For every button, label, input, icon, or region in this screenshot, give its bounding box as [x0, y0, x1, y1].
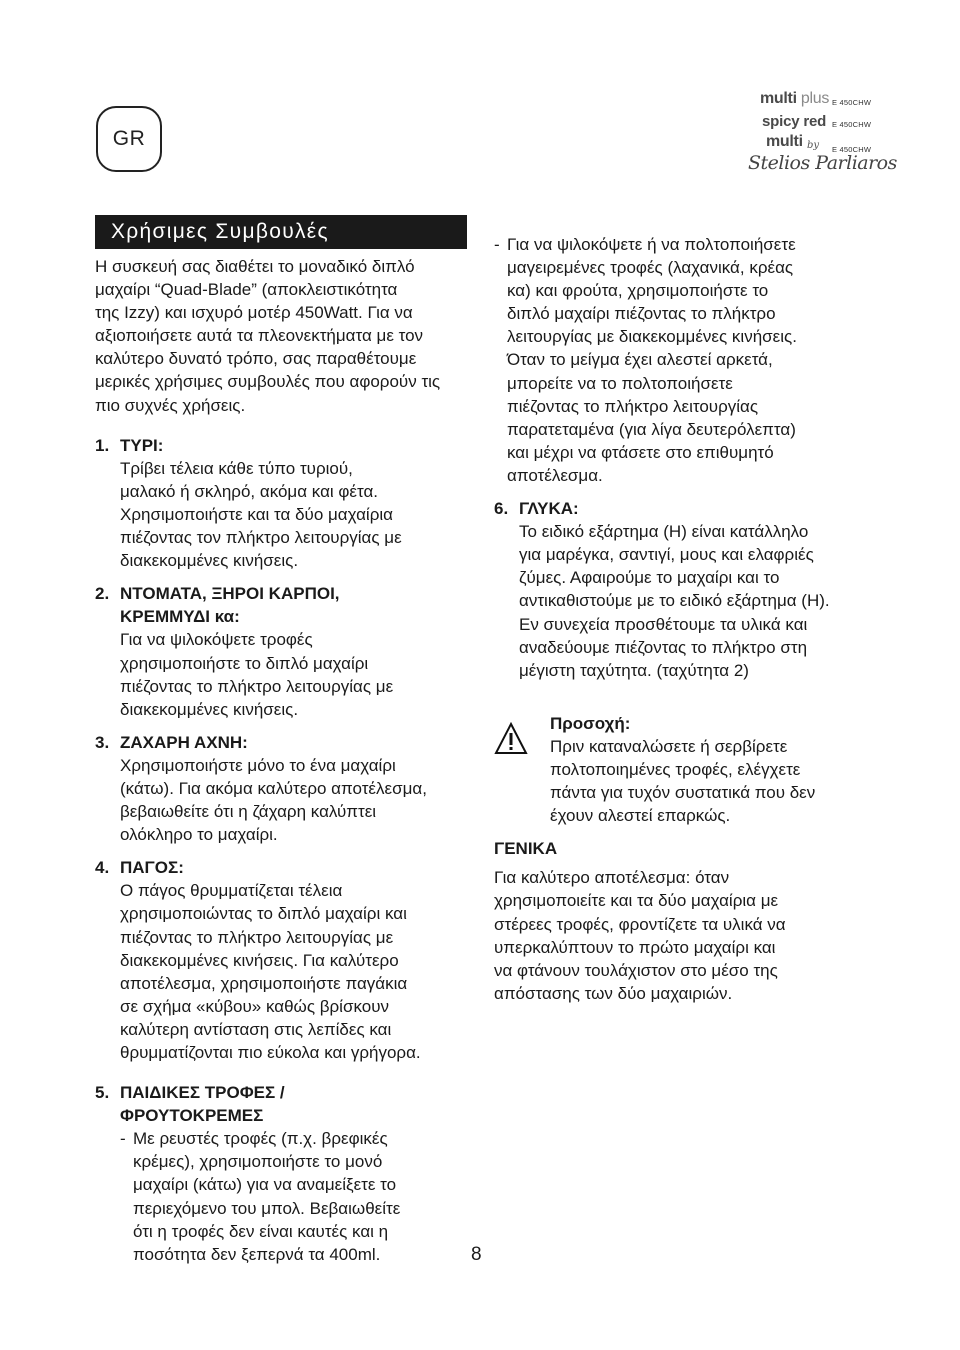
text-line: κρέμες), χρησιμοποιήστε το μονό — [133, 1152, 383, 1172]
brand-signature: Stelios Parliaros — [748, 152, 897, 174]
brand-by: by — [807, 140, 820, 151]
item-heading: ΝΤΟΜΑΤΑ, ΞΗΡΟΙ ΚΑΡΠΟΙ, — [120, 584, 340, 604]
text-line: της Izzy) και ισχυρό μοτέρ 450Watt. Για να — [95, 303, 413, 323]
text-line: αποτέλεσμα, χρησιμοποιήστε παγάκια — [120, 973, 408, 993]
right-column — [494, 233, 874, 1005]
text-line: αναδεύουμε πιέζοντας το πλήκτρο στη — [519, 637, 808, 657]
model-code: E 450CHW — [832, 145, 872, 154]
text-line: χρησιμοποιήστε το διπλό μαχαίρι — [120, 653, 369, 673]
text-line: Το ειδικό εξάρτημα (Η) είναι κατάλληλο — [519, 522, 809, 542]
text-line: πιέζοντας τον πλήκτρο λειτουργίας με — [120, 528, 402, 548]
attention-note — [494, 712, 874, 827]
text-line: Για καλύτερο αποτέλεσμα: όταν — [494, 868, 730, 888]
item-number: 6. — [494, 499, 509, 519]
text-line: πιέζοντας το πλήκτρο λειτουργίας με — [120, 927, 394, 947]
item-number: 5. — [95, 1083, 110, 1103]
text-line: Τρίβει τέλεια κάθε τύπο τυριού, — [120, 458, 353, 478]
tip-item-tomato — [95, 582, 475, 721]
item-heading: ΖΑΧΑΡΗ ΑΧΝΗ: — [120, 732, 248, 752]
tip-item-ice — [95, 856, 475, 1064]
text-line: πιέζοντας το πλήκτρο λειτουργίας με — [120, 676, 394, 696]
text-line: μαγειρεμένες τροφές (λαχανικά, κρέας — [507, 258, 794, 278]
item-heading: ΠΑΙΔΙΚΕΣ ΤΡΟΦΕΣ / — [120, 1083, 285, 1103]
text-line: Ο πάγος θρυμματίζεται τέλεια — [120, 881, 343, 901]
text-line: Χρησιμοποιήστε μόνο το ένα μαχαίρι — [120, 755, 396, 775]
model-code: E 450CHW — [832, 98, 872, 107]
text-line: αξιοποιήσετε αυτά τα πλεονεκτήματα με τον — [95, 326, 424, 346]
language-badge: GR — [96, 106, 162, 172]
text-line: Πριν καταναλώσετε ή σερβίρετε — [550, 736, 788, 756]
text-line: Όταν το μείγμα έχει αλεστεί αρκετά, — [507, 350, 773, 370]
general-section — [494, 837, 874, 1005]
item-number: 4. — [95, 858, 110, 878]
text-line: Με ρευστές τροφές (π.χ. βρεφικές — [133, 1129, 388, 1149]
text-line: μερικές χρήσιμες συμβουλές που αφορούν τις — [95, 372, 441, 392]
brand-multi: multi — [766, 133, 803, 150]
text-line: ολόκληρο το μαχαίρι. — [120, 825, 278, 845]
text-line: να φτάνουν τουλάχιστον στο μέσο της — [494, 960, 778, 980]
text-line: διπλό μαχαίρι πιέζοντας το πλήκτρο — [507, 304, 776, 324]
dash-bullet: - — [120, 1129, 126, 1149]
item-heading: ΦΡΟΥΤΟΚΡΕΜΕΣ — [120, 1106, 264, 1126]
text-line: Για να ψιλοκόψετε τροφές — [120, 630, 313, 650]
text-line: περιεχόμενο του μπολ. Βεβαιωθείτε — [133, 1198, 401, 1218]
text-line: βεβαιωθείτε ότι η ζάχαρη καλύπτει — [120, 802, 377, 822]
text-line: θρυμματίζονται πιο εύκολα και γρήγορα. — [120, 1043, 421, 1062]
dash-item — [494, 233, 874, 487]
text-line: μαχαίρι (κάτω) για να αναμείξετε το — [133, 1175, 397, 1195]
text-line: παρατεταμένα (για λίγα δευτερόλεπτα) — [507, 419, 796, 439]
text-line: και μέχρι να φτάσετε στο επιθυμητό — [507, 442, 774, 462]
text-line: για μαρέγκα, σαντιγί, μους και ελαφριές — [519, 545, 814, 565]
text-line: αποτέλεσμα. — [507, 465, 603, 485]
item-number: 1. — [95, 435, 110, 455]
item-number: 3. — [95, 732, 110, 752]
item-heading: ΚΡΕΜΜΥΔΙ κα: — [120, 607, 240, 627]
text-line: σε σχήμα «κύβου» καθώς βρίσκουν — [120, 996, 389, 1016]
text-line: κα) και φρούτα, χρησιμοποιήστε το — [507, 281, 769, 301]
attention-heading: Προσοχή: — [550, 713, 631, 733]
text-line: μπορείτε να το πολτοποιήσετε — [507, 373, 733, 393]
page-number: 8 — [471, 1244, 482, 1265]
text-line: ζύμες. Αφαιρούμε το μαχαίρι και το — [519, 568, 780, 588]
text-line: λειτουργίας με διακεκομμένες κινήσεις. — [507, 327, 797, 347]
text-line: διακεκομμένες κινήσεις. — [120, 551, 299, 571]
tip-item-sugar — [95, 731, 475, 846]
text-line: στέρεες τροφές, φροντίζετε τα υλικά να — [494, 914, 786, 934]
text-line: διακεκομμένες κινήσεις. Για καλύτερο — [120, 950, 399, 970]
item-heading: ΓΛΥΚΑ: — [519, 499, 579, 519]
intro-paragraph — [95, 255, 475, 417]
text-line: υπερκαλύπτουν το πρώτο μαχαίρι και — [494, 937, 776, 957]
text-line: έχουν αλεστεί επαρκώς. — [550, 806, 731, 826]
text-line: ποσότητα δεν ξεπερνά τα 400ml. — [133, 1244, 381, 1264]
item-number: 2. — [95, 584, 110, 604]
text-line: μαχαίρι “Quad-Blade” (αποκλειστικότητα — [95, 280, 398, 300]
text-line: Χρησιμοποιήστε και τα δύο μαχαίρια — [120, 504, 393, 524]
text-line: καλύτερο δυνατό τρόπο, σας παραθέτουμε — [95, 349, 417, 369]
dash-item — [120, 1127, 475, 1266]
text-line: Η συσκευή σας διαθέτει το μοναδικό διπλό — [95, 257, 415, 276]
text-line: αντικαθιστούμε με το ειδικό εξάρτημα (Η). — [519, 591, 830, 611]
text-line: πολτοποιημένες τροφές, ελέγχετε — [550, 759, 801, 779]
brand-multi-plus: multi plus — [760, 90, 830, 107]
text-line: μέγιστη ταχύτητα. (ταχύτητα 2) — [519, 660, 749, 680]
text-line: πιέζοντας το πλήκτρο λειτουργίας — [507, 396, 759, 416]
dash-bullet: - — [494, 235, 500, 254]
tip-item-baby-food — [95, 1081, 475, 1266]
text-line: ότι η τροφές δεν είναι καυτές και η — [133, 1221, 389, 1241]
text-line: χρησιμοποιείτε και τα δύο μαχαίρια με — [494, 891, 779, 911]
left-column — [95, 255, 475, 1266]
text-line: Εν συνεχεία προσθέτουμε τα υλικά και — [519, 614, 808, 634]
text-line: πάντα για τυχόν συστατικά που δεν — [550, 783, 816, 803]
tip-item-sweets — [494, 497, 874, 682]
text-line: (κάτω). Για ακόμα καλύτερο αποτέλεσμα, — [120, 778, 427, 798]
text-line: χρησιμοποιώντας το διπλό μαχαίρι και — [120, 904, 407, 924]
model-code: E 450CHW — [832, 120, 872, 129]
text-line: καλύτερη αντίσταση στις λεπίδες και — [120, 1019, 392, 1039]
text-line: Για να ψιλοκόψετε ή να πολτοποιήσετε — [507, 235, 796, 254]
item-heading: ΤΥΡΙ: — [120, 435, 164, 455]
text-line: απόστασης των δύο μαχαιριών. — [494, 983, 733, 1003]
text-line: μαλακό ή σκληρό, ακόμα και φέτα. — [120, 481, 379, 501]
warning-icon — [494, 712, 550, 827]
text-line: πιο συχνές χρήσεις. — [95, 395, 246, 415]
item-heading: ΠΑΓΟΣ: — [120, 858, 184, 878]
general-heading: ΓΕΝΙΚΑ — [494, 839, 558, 859]
tip-item-cheese — [95, 434, 475, 573]
brand-spicy-red: spicy red — [762, 113, 827, 130]
text-line: διακεκομμένες κινήσεις. — [120, 699, 299, 719]
section-title: Χρήσιμες Συμβουλές — [95, 215, 467, 249]
